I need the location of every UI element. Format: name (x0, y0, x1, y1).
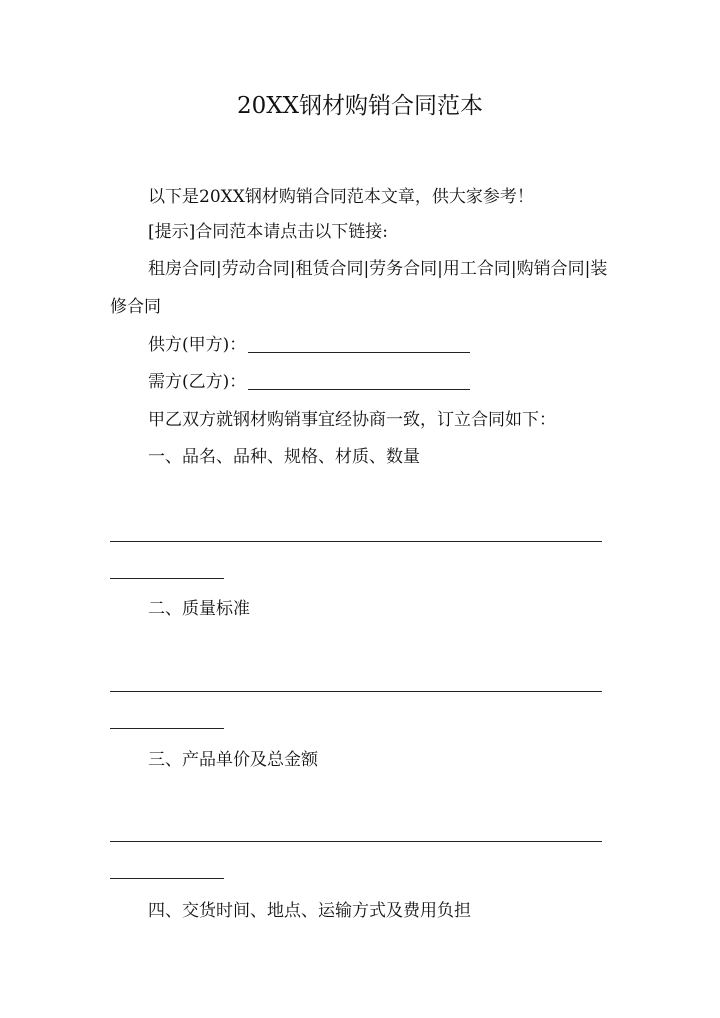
document-title: 20XX钢材购销合同范本 (236, 93, 483, 119)
fill-line (110, 541, 602, 542)
buyer-label: 需方(乙方)： (148, 372, 247, 392)
buyer-field (110, 363, 610, 401)
intro-text: 以下是20XX钢材购销合同范本文章，供大家参考！ (148, 187, 534, 207)
buyer-blank (248, 389, 470, 390)
tip-text: [提示]合同范本请点击以下链接: (148, 222, 388, 242)
contract-links[interactable]: 租房合同|劳动合同|租赁合同|劳务合同|用工合同|购销合同|装修合同 (110, 259, 608, 317)
section-heading: 四、交货时间、地点、运输方式及费用负担 (148, 901, 471, 921)
supplier-blank (248, 352, 470, 353)
fill-line (110, 841, 602, 842)
agreement-text: 甲乙双方就钢材购销事宜经协商一致，订立合同如下： (148, 410, 556, 430)
supplier-field (110, 326, 610, 364)
fill-line (110, 691, 602, 692)
fill-line (110, 878, 224, 879)
fill-line (110, 578, 224, 579)
section-heading: 三、产品单价及总金额 (148, 750, 318, 770)
supplier-label: 供方(甲方)： (148, 335, 247, 355)
fill-line (110, 728, 224, 729)
section-heading: 一、品名、品种、规格、材质、数量 (148, 447, 420, 467)
section-heading: 二、质量标准 (148, 599, 250, 619)
